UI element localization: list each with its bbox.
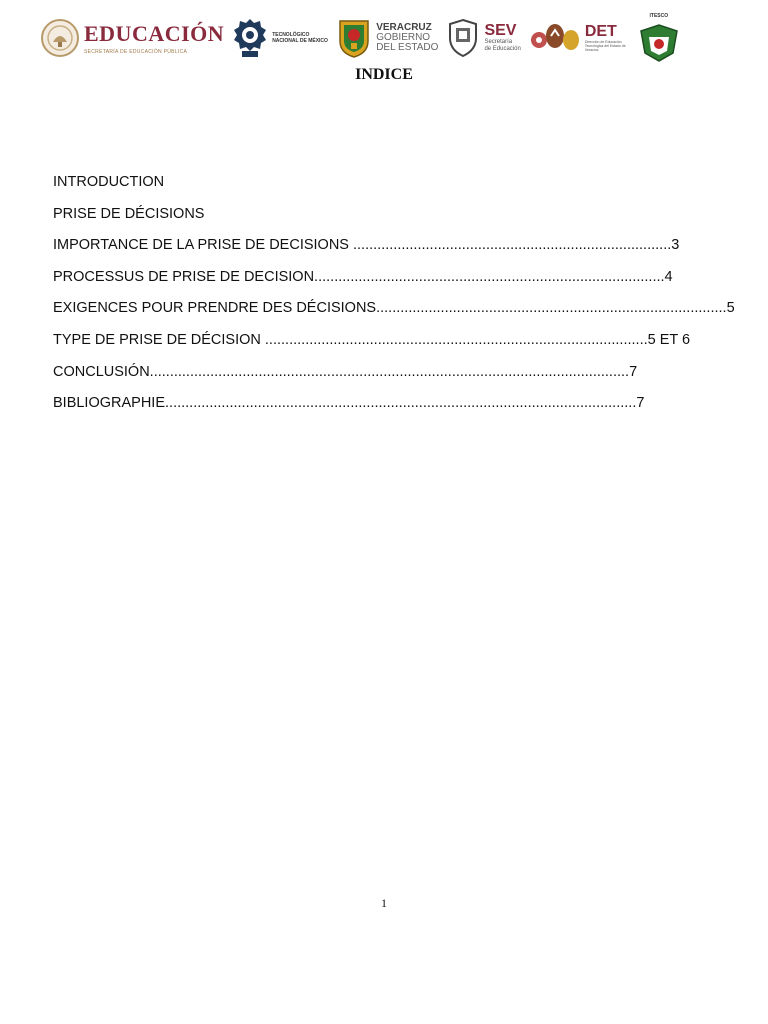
sev-shield-icon: [446, 18, 480, 58]
sev-logo: [446, 18, 520, 58]
itesco-logo: [637, 13, 681, 63]
toc-entry-type: TYPE DE PRISE DE DÉCISION ...............................................................................................5 ET 6: [53, 331, 691, 348]
itesco-shield-icon: [637, 23, 681, 63]
toc-entry-importance: IMPORTANCE DE LA PRISE DE DECISIONS ...............................................................................3: [53, 237, 680, 254]
itesco-logo-label: ITESCO: [649, 13, 669, 19]
mexico-seal-icon: [40, 18, 80, 58]
det-symbol-icon: [529, 20, 581, 56]
toc-entry-bibliographie: BIBLIOGRAPHIE.....................................................................................................................7: [53, 395, 645, 412]
veracruz-logo-line1: VERACRUZ: [376, 22, 432, 33]
sev-logo-line2: de Educación: [484, 46, 521, 52]
tecnm-gear-icon: [232, 17, 268, 59]
tecnm-logo-text: TECNOLÓGICO NACIONAL DE MÉXICO: [272, 32, 328, 44]
toc-entry-introduction: INTRODUCTION: [53, 174, 165, 190]
det-logo-title: DET: [584, 22, 617, 40]
veracruz-logo-line2: GOBIERNO: [376, 32, 431, 43]
educacion-logo: [40, 18, 224, 58]
toc-entry-exigences: EXIGENCES POUR PRENDRE DES DÉCISIONS.......................................................................................5: [53, 300, 735, 317]
det-logo: [529, 20, 629, 56]
det-logo-subtitle: Dirección de Educación Tecnológica del Estado de Veracruz: [584, 39, 626, 53]
page-title: INDICE: [355, 66, 413, 83]
sev-logo-title: SEV: [484, 22, 517, 40]
table-of-contents: [53, 172, 753, 425]
educacion-logo-title: EDUCACIÓN: [84, 21, 225, 46]
tecnm-logo: [232, 17, 328, 59]
toc-entry-prise-de-decisions: PRISE DE DÉCISIONS: [53, 205, 205, 222]
toc-entry-conclusion: CONCLUSIÓN.......................................................................................................................7: [53, 363, 638, 380]
toc-entry-processus: PROCESSUS DE PRISE DE DECISION.......................................................................................4: [53, 268, 673, 285]
educacion-logo-subtitle: SECRETARÍA DE EDUCACIÓN PÚBLICA: [84, 49, 188, 55]
page-number: 1: [381, 896, 387, 910]
sev-logo-line1: Secretaría: [484, 39, 513, 46]
veracruz-logo-line3: DEL ESTADO: [376, 42, 439, 53]
veracruz-shield-icon: [336, 17, 372, 59]
header-logos: [40, 14, 730, 62]
veracruz-logo: [336, 17, 438, 59]
